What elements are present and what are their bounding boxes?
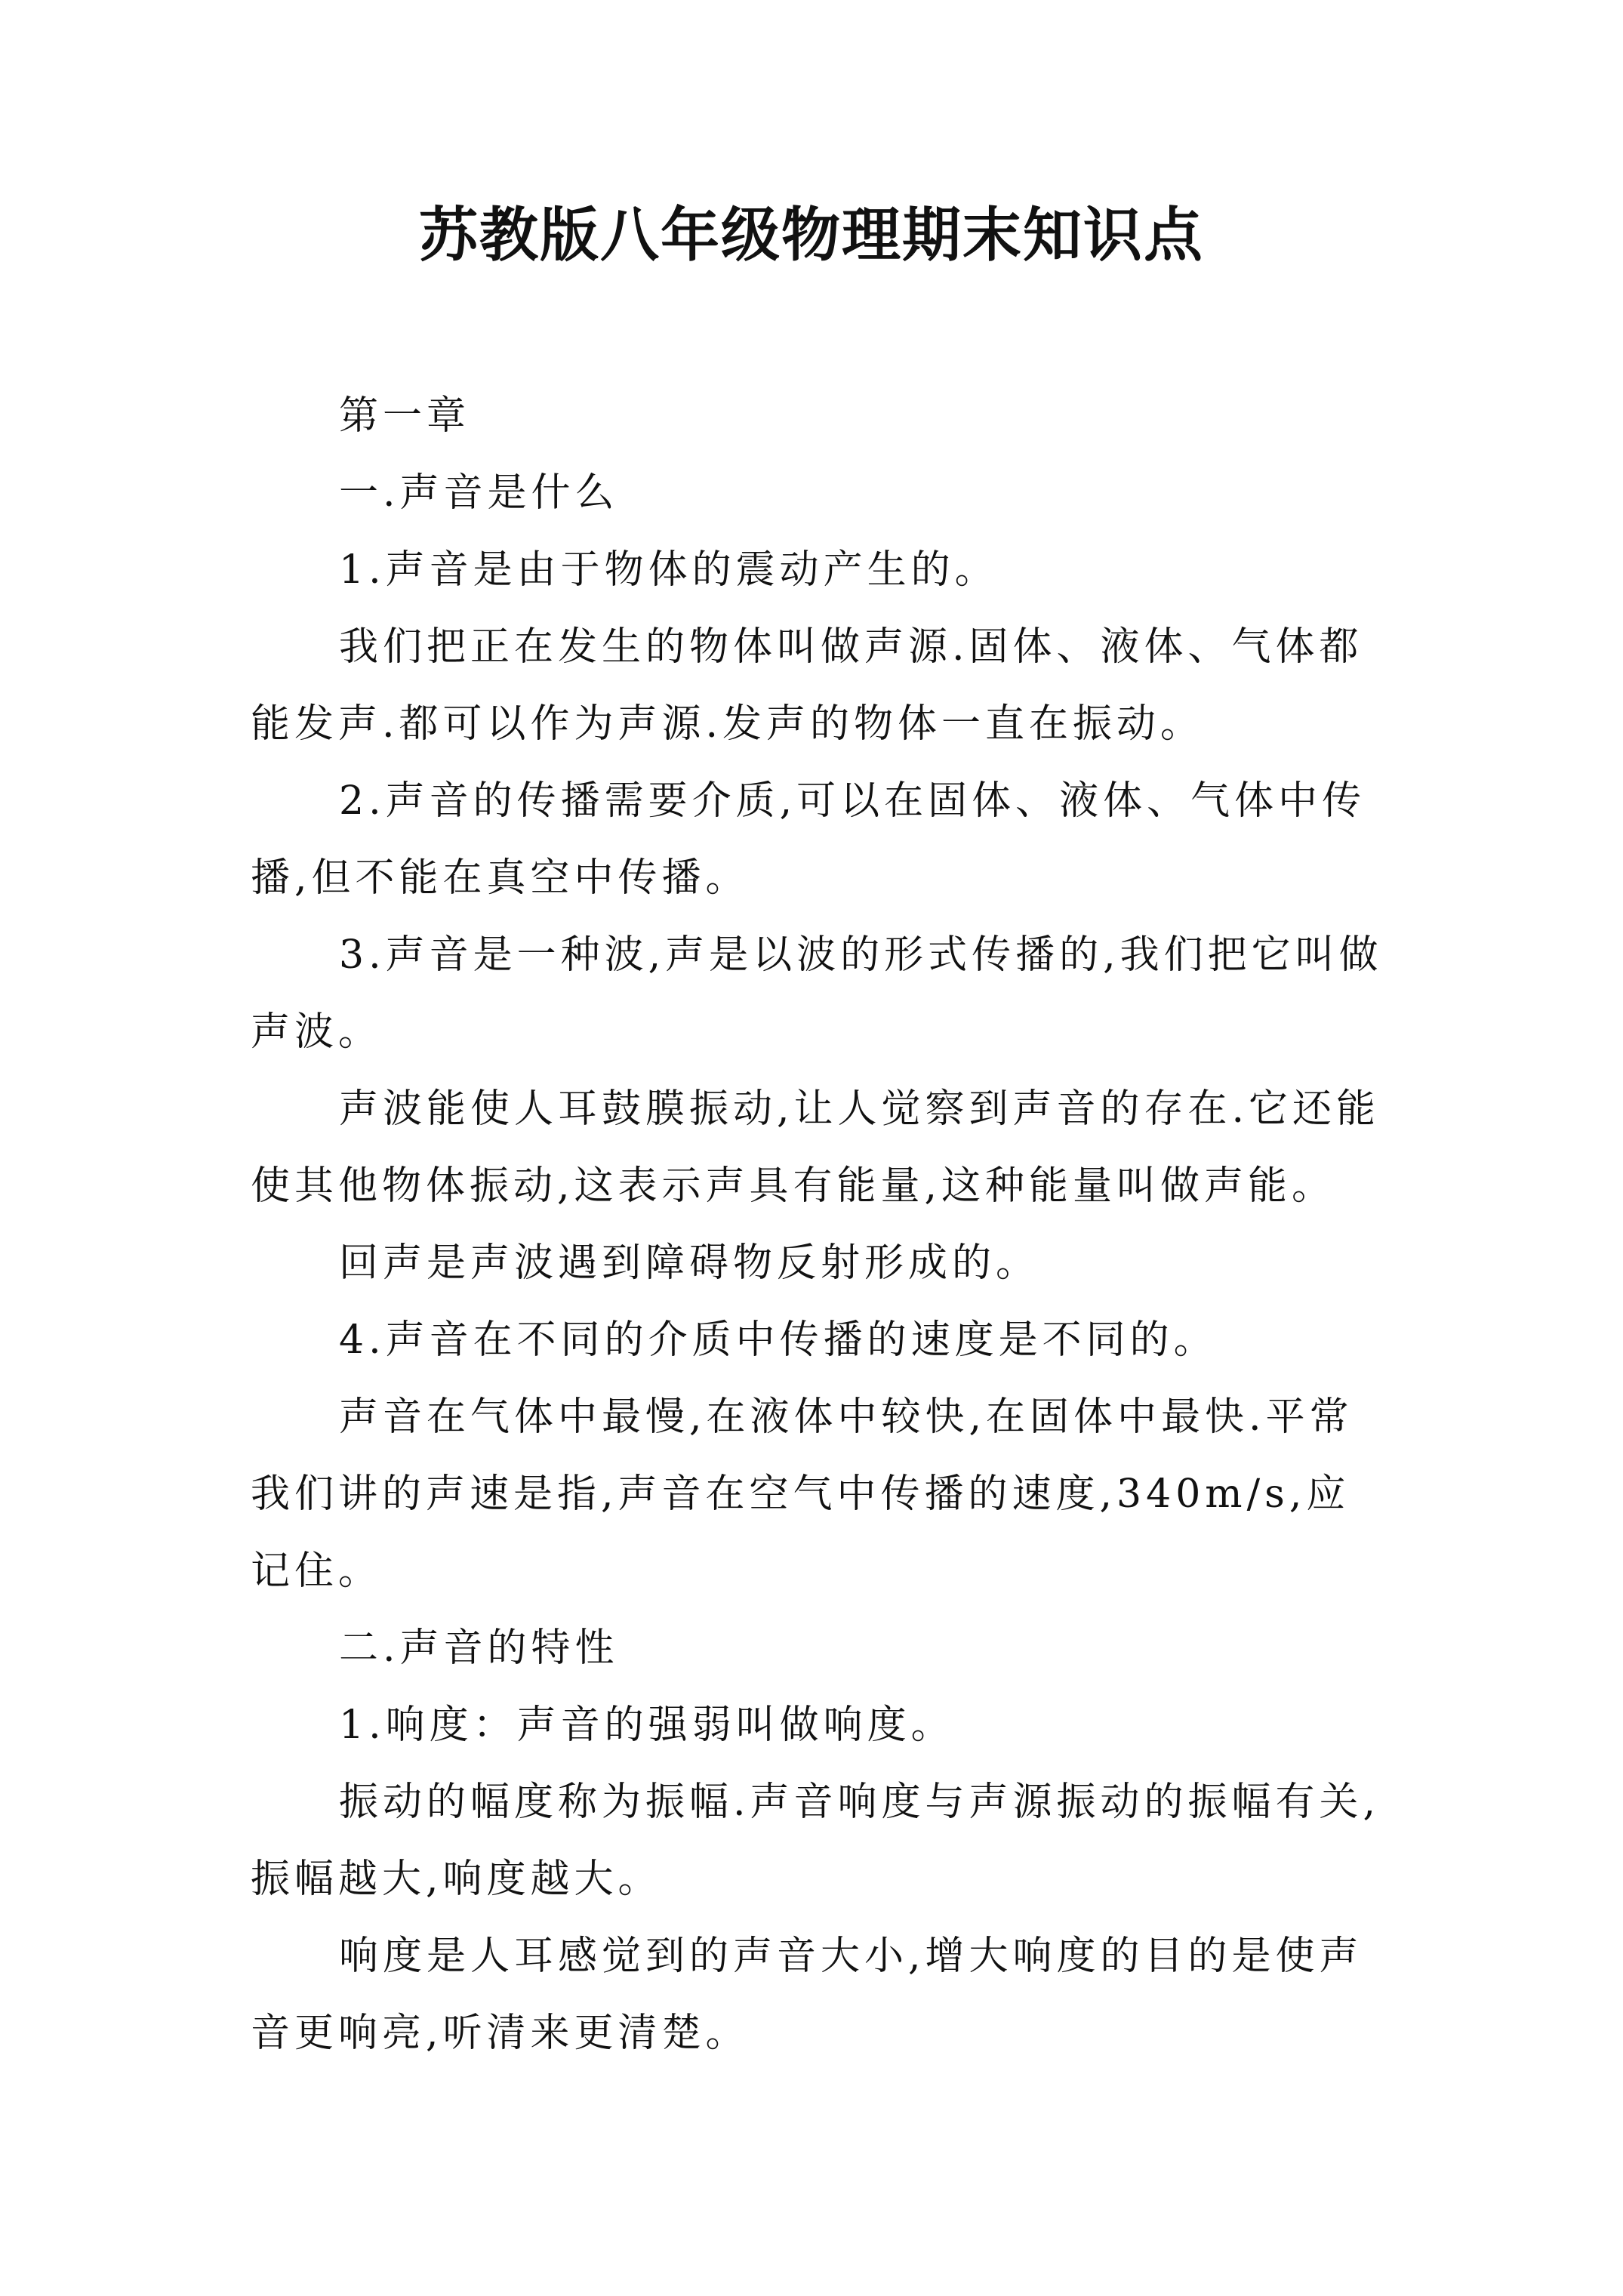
section-heading: 一.声音是什么 bbox=[339, 470, 619, 516]
body-paragraph: 2.声音的传播需要介质,可以在固体、液体、气体中传播,但不能在真空中传播。 bbox=[251, 778, 1366, 901]
body-paragraph: 声音在气体中最慢,在液体中较快,在固体中最快.平常我们讲的声速是指,声音在空气中传播的速度,340m/s,应记住。 bbox=[251, 1395, 1354, 1594]
body-paragraph: 响度是人耳感觉到的声音大小,增大响度的目的是使声音更响亮,听清来更清楚。 bbox=[251, 1934, 1363, 2056]
body-paragraph: 振动的幅度称为振幅.声音响度与声源振动的振幅有关,振幅越大,响度越大。 bbox=[251, 1780, 1381, 1902]
document-title: 苏教版八年级物理期末知识点 bbox=[418, 201, 1204, 270]
body-paragraph: 我们把正在发生的物体叫做声源.固体、液体、气体都能发声.都可以作为声源.发声的物体一直在振动。 bbox=[251, 624, 1363, 747]
section-heading: 二.声音的特性 bbox=[339, 1626, 619, 1671]
body-paragraph: 声波能使人耳鼓膜振动,让人觉察到声音的存在.它还能使其他物体振动,这表示声具有能量,这种能量叫做声能。 bbox=[251, 1086, 1381, 1209]
body-paragraph: 1.声音是由于物体的震动产生的。 bbox=[339, 547, 999, 593]
body-paragraph: 3.声音是一种波,声是以波的形式传播的,我们把它叫做声波。 bbox=[251, 932, 1383, 1055]
body-paragraph: 4.声音在不同的介质中传播的速度是不同的。 bbox=[339, 1318, 1218, 1363]
body-paragraph: 1.响度：声音的强弱叫做响度。 bbox=[339, 1703, 955, 1748]
chapter-heading: 第一章 bbox=[339, 393, 471, 439]
document-body bbox=[251, 378, 1383, 2072]
body-paragraph: 回声是声波遇到障碍物反射形成的。 bbox=[339, 1240, 1040, 1286]
